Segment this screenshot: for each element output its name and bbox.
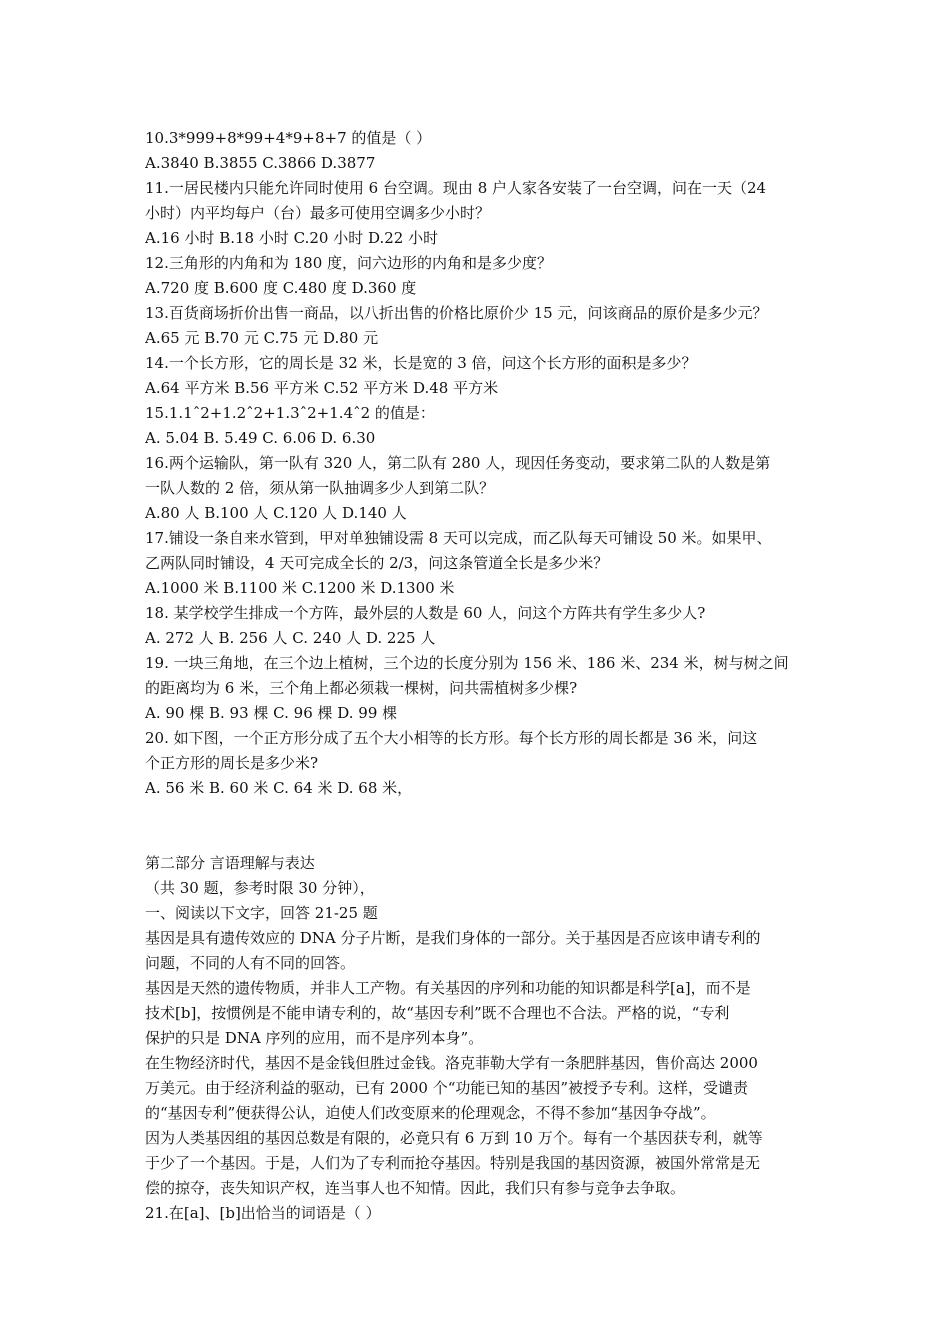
text-line: 因为人类基因组的基因总数是有限的，必竟只有 6 万到 10 万个。每有一个基因获专利，就等 <box>145 1129 763 1147</box>
text-line: A.720 度 B.600 度 C.480 度 D.360 度 <box>145 279 417 297</box>
text-line: 保护的只是 DNA 序列的应用，而不是序列本身”。 <box>145 1029 484 1047</box>
text-line: 的距离均为 6 米，三个角上都必须栽一棵树，问共需植树多少棵? <box>145 679 578 697</box>
document-page <box>145 126 825 1226</box>
text-line: A.3840 B.3855 C.3866 D.3877 <box>145 154 376 172</box>
text-line: 的“基因专利”便获得公认，迫使人们改变原来的伦理观念，不得不参加“基因争夺战”。 <box>145 1104 716 1122</box>
text-line: 14.一个长方形，它的周长是 32 米，长是宽的 3 倍，问这个长方形的面积是多少？ <box>145 354 697 372</box>
text-line: A.16 小时 B.18 小时 C.20 小时 D.22 小时 <box>145 229 439 247</box>
part1-section <box>145 126 825 801</box>
text-line: 在生物经济时代，基因不是金钱但胜过金钱。洛克菲勒大学有一条肥胖基因，售价高达 2000 <box>145 1054 758 1072</box>
text-line: A. 272 人 B. 256 人 C. 240 人 D. 225 人 <box>145 629 436 647</box>
text-line: 基因是具有遗传效应的 DNA 分子片断，是我们身体的一部分。关于基因是否应该申请专利的 <box>145 929 761 947</box>
text-line: A.80 人 B.100 人 C.120 人 D.140 人 <box>145 504 407 522</box>
section-heading: 第二部分 言语理解与表达 <box>145 854 315 872</box>
section-spacer <box>145 801 825 851</box>
text-line: 11.一居民楼内只能允许同时使用 6 台空调。现由 8 户人家各安装了一台空调，问在一天（24 <box>145 179 767 197</box>
text-line: 19. 一块三角地，在三个边上植树，三个边的长度分别为 156 米、186 米、234 米，树与树之间 <box>145 654 789 672</box>
text-line: A. 90 棵 B. 93 棵 C. 96 棵 D. 99 棵 <box>145 704 398 722</box>
text-line: A.64 平方米 B.56 平方米 C.52 平方米 D.48 平方米 <box>145 379 499 397</box>
text-line: 13.百货商场折价出售一商品，以八折出售的价格比原价少 15 元，问该商品的原价是多少元？ <box>145 304 768 322</box>
text-line: A.1000 米 B.1100 米 C.1200 米 D.1300 米 <box>145 579 455 597</box>
text-line: 个正方形的周长是多少米? <box>145 754 319 772</box>
text-line: 21.在[a]、[b]出恰当的词语是（ ） <box>145 1204 381 1222</box>
text-line: 12.三角形的内角和为 180 度，问六边形的内角和是多少度？ <box>145 254 553 272</box>
text-line: 于少了一个基因。于是，人们为了专利而抢夺基因。特别是我国的基因资源，被国外常常是无 <box>145 1154 761 1172</box>
text-line: 偿的掠夺，丧失知识产权，连当事人也不知情。因此，我们只有参与竞争去争取。 <box>145 1179 686 1197</box>
text-line: 基因是天然的遗传物质，并非人工产物。有关基因的序列和功能的知识都是科学[a]，而不是 <box>145 979 751 997</box>
text-line: 乙两队同时铺设，4 天可完成全长的 2/3，问这条管道全长是多少米？ <box>145 554 609 572</box>
text-line: A. 5.04 B. 5.49 C. 6.06 D. 6.30 <box>145 429 376 447</box>
text-line: 万美元。由于经济利益的驱动，已有 2000 个“功能已知的基因”被授予专利。这样，受谴责 <box>145 1079 749 1097</box>
text-line: A.65 元 B.70 元 C.75 元 D.80 元 <box>145 329 379 347</box>
text-line: 技术[b]，按惯例是不能申请专利的，故“基因专利”既不合理也不合法。严格的说，“专利 <box>145 1004 730 1022</box>
text-line: A. 56 米 B. 60 米 C. 64 米 D. 68 米， <box>145 779 413 797</box>
text-line: 17.铺设一条自来水管到，甲对单独铺设需 8 天可以完成，而乙队每天可铺设 50 米。如果甲、 <box>145 529 772 547</box>
text-line: 16.两个运输队，第一队有 320 人，第二队有 280 人，现因任务变动，要求第二队的人数是第 <box>145 454 771 472</box>
text-line: 一、阅读以下文字，回答 21-25 题 <box>145 904 378 922</box>
text-line: 15.1.1ˆ2+1.2ˆ2+1.3ˆ2+1.4ˆ2 的值是： <box>145 404 435 422</box>
text-line: 小时）内平均每户（台）最多可使用空调多少小时？ <box>145 204 491 222</box>
text-line: 20. 如下图，一个正方形分成了五个大小相等的长方形。每个长方形的周长都是 36 米，问这 <box>145 729 758 747</box>
text-line: 问题，不同的人有不同的回答。 <box>145 954 356 972</box>
text-line: 10.3*999+8*99+4*9+8+7 的值是（ ） <box>145 129 432 147</box>
part2-section <box>145 851 825 1226</box>
text-line: （共 30 题，参考时限 30 分钟）， <box>145 879 375 897</box>
text-line: 18. 某学校学生排成一个方阵，最外层的人数是 60 人，问这个方阵共有学生多少人? <box>145 604 706 622</box>
text-line: 一队人数的 2 倍，须从第一队抽调多少人到第二队？ <box>145 479 495 497</box>
